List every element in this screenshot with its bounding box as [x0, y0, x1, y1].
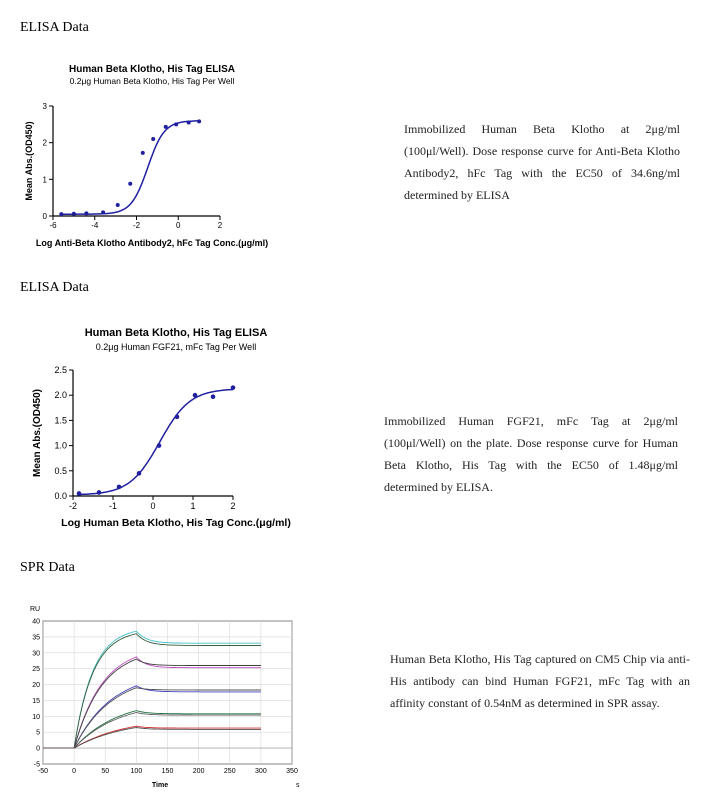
y-tick-label: 15	[32, 697, 40, 705]
y-tick-label: 1	[42, 175, 47, 185]
y-tick-label: 2.5	[54, 365, 67, 375]
x-tick-label: -4	[91, 221, 99, 230]
section-title-elisa-1: ELISA Data	[20, 20, 89, 35]
spr-xlabel: Time	[151, 782, 169, 789]
chart-2-ylabel: Mean Abs.(OD450)	[32, 389, 43, 477]
x-tick-label: 0	[72, 768, 77, 775]
chart-1-xlabel: Log Anti-Beta Klotho Antibody2, hFc Tag Conc.(μg/ml)	[35, 238, 269, 248]
y-tick-label: -5	[33, 761, 40, 769]
y-tick-label: 20	[32, 682, 40, 690]
sensorgram-line	[43, 659, 261, 748]
chart-1-title: Human Beta Klotho, His Tag ELISA	[69, 64, 235, 75]
chart-1-ylabel: Mean Abs.(OD450)	[24, 121, 34, 201]
sensorgram-line	[43, 657, 261, 748]
x-tick-label: 200	[192, 768, 205, 775]
x-tick-label: 2	[217, 221, 223, 230]
x-tick-label: 0	[150, 501, 156, 511]
y-tick-label: 0	[42, 212, 47, 221]
y-tick-label: 0.5	[54, 465, 67, 476]
x-tick-label: -2	[68, 501, 78, 511]
x-tick-label: 300	[255, 768, 267, 775]
x-tick-label: 350	[286, 768, 298, 775]
y-tick-label: 30	[32, 650, 40, 658]
x-tick-label: -2	[132, 221, 141, 230]
x-tick-label: 150	[161, 768, 174, 775]
y-tick-label: 0	[36, 745, 40, 753]
chart-2-title: Human Beta Klotho, His Tag ELISA	[84, 327, 268, 339]
caption-elisa-1: Immobilized Human Beta Klotho at 2μg/ml (100μl/Well). Dose response curve for Anti-Beta Klotho Antibody2, hFc Tag with the EC50 of 34.6ng/ml determined by ELISA	[404, 122, 680, 202]
caption-spr: Human Beta Klotho, His Tag captured on CM5 Chip via anti-His antibody can bind Human FGF21, mFc Tag with an affinity constant of 0.54nM as determined in SPR assay.	[390, 652, 690, 710]
y-tick-label: 2	[42, 138, 47, 148]
y-tick-label: 3	[42, 102, 47, 111]
chart-1-subtitle: 0.2μg Human Beta Klotho, His Tag Per Well	[69, 76, 235, 86]
x-tick-label: 2	[230, 501, 236, 511]
y-tick-label: 0.0	[54, 491, 67, 501]
chart-2-subtitle: 0.2μg Human FGF21, mFc Tag Per Well	[95, 342, 257, 352]
x-tick-label: 250	[223, 768, 236, 775]
x-tick-label: 100	[130, 768, 143, 775]
x-tick-label: -6	[49, 221, 57, 230]
y-tick-label: 1.5	[54, 415, 67, 426]
chart-2-xlabel: Log Human Beta Klotho, His Tag Conc.(μg/ml)	[61, 517, 291, 529]
y-tick-label: 5	[36, 729, 40, 737]
y-tick-label: 1.0	[54, 440, 67, 451]
y-tick-label: 25	[32, 666, 40, 674]
y-tick-label: 10	[32, 713, 40, 721]
spr-x-unit: s	[296, 782, 300, 789]
x-tick-label: 1	[190, 501, 196, 511]
x-tick-label: -1	[108, 501, 118, 511]
y-tick-label: 35	[32, 634, 40, 642]
section-title-elisa-2: ELISA Data	[20, 280, 89, 295]
x-tick-label: -50	[37, 768, 49, 775]
caption-elisa-2: Immobilized Human FGF21, mFc Tag at 2μg/ml (100μl/Well) on the plate. Dose response curve for Human Beta Klotho, His Tag with the EC50 of 1.48μg/ml determined by ELISA.	[384, 414, 678, 494]
x-tick-label: 50	[101, 768, 110, 775]
x-tick-label: 0	[176, 221, 181, 230]
section-title-spr: SPR Data	[20, 560, 75, 575]
spr-y-unit: RU	[30, 606, 41, 613]
y-tick-label: 2.0	[54, 390, 67, 401]
y-tick-label: 40	[32, 618, 40, 626]
